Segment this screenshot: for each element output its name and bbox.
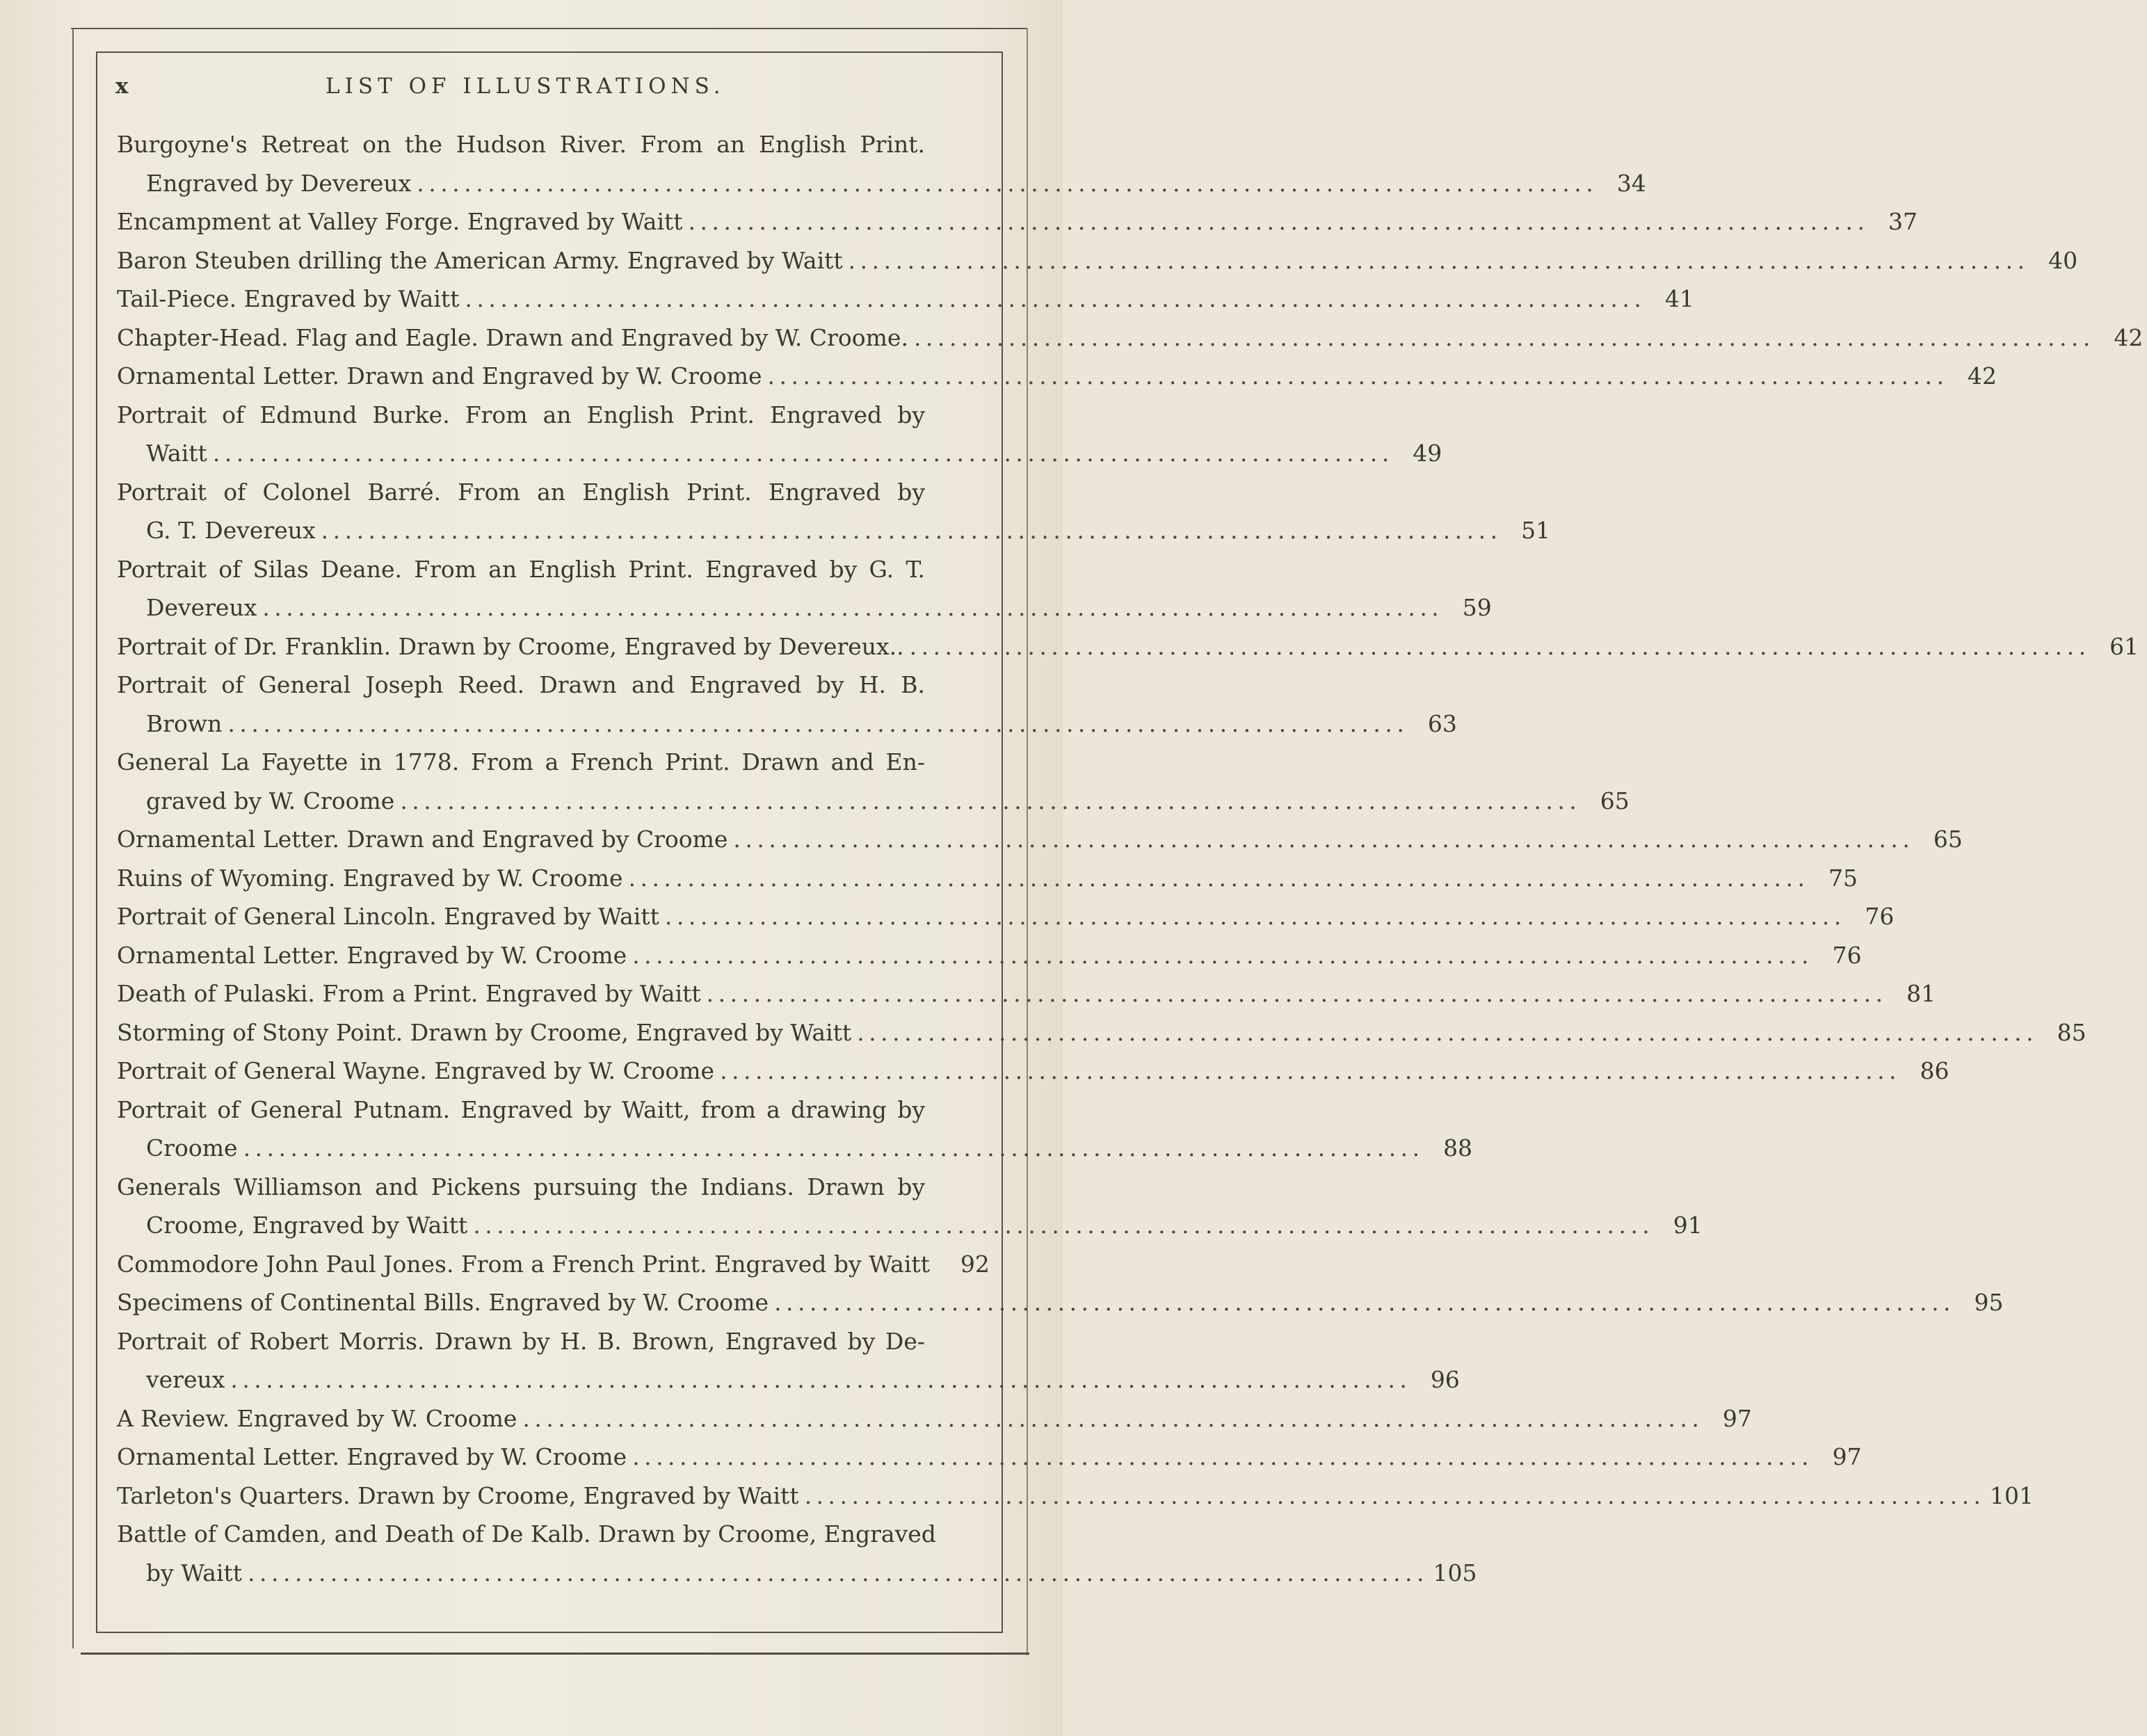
dot-leader bbox=[417, 164, 1591, 203]
entry-last-line bbox=[117, 202, 1918, 241]
illustrations-list bbox=[117, 125, 2144, 1592]
entry-title-text: Ornamental Letter. Drawn and Engraved by W. Croome bbox=[117, 362, 762, 389]
entry-title-text: G. T. Devereux bbox=[146, 517, 316, 544]
page-number: 49 bbox=[1413, 440, 1442, 467]
list-item bbox=[117, 1438, 1862, 1477]
page-number: 96 bbox=[1430, 1366, 1460, 1393]
list-item bbox=[117, 1052, 1949, 1091]
page-number: 88 bbox=[1443, 1134, 1473, 1162]
page-number: 61 bbox=[2109, 632, 2139, 660]
entry-title-line: Battle of Camden, and Death of De Kalb. Drawn by Croome, Engraved bbox=[117, 1520, 936, 1548]
dot-leader bbox=[665, 897, 1840, 936]
page-folio: x bbox=[115, 74, 129, 99]
entry-last-line bbox=[117, 1283, 2004, 1322]
entry-last-line bbox=[117, 1013, 2086, 1052]
dot-leader bbox=[707, 974, 1881, 1013]
page-number: 34 bbox=[1616, 169, 1646, 197]
page-number: 37 bbox=[1888, 208, 1918, 235]
entry-title-text: Tail-Piece. Engraved by Waitt bbox=[117, 285, 460, 312]
entry-title-text: Croome bbox=[146, 1134, 238, 1162]
entry-title-text: Chapter-Head. Flag and Eagle. Drawn and Engraved by W. Croome. bbox=[117, 323, 908, 351]
page-number: 76 bbox=[1832, 941, 1862, 969]
entry-last-line bbox=[117, 357, 1997, 396]
entry-title-line: Generals Williamson and Pickens pursuing the Indians. Drawn by bbox=[117, 1173, 925, 1200]
page-number: 86 bbox=[1920, 1057, 1949, 1084]
dot-leader bbox=[720, 1052, 1895, 1091]
entry-last-line bbox=[117, 434, 1442, 473]
list-item bbox=[117, 280, 1694, 319]
entry-title-text: Brown bbox=[146, 709, 223, 737]
entry-last-line bbox=[117, 820, 1963, 859]
dot-leader bbox=[230, 1360, 1405, 1399]
running-title: LIST OF ILLUSTRATIONS. bbox=[325, 74, 725, 99]
entry-title-text: Portrait of General Wayne. Engraved by W. Croome bbox=[117, 1057, 715, 1084]
list-item bbox=[117, 859, 1858, 898]
list-item bbox=[117, 1477, 2034, 1516]
page-header bbox=[96, 72, 1000, 107]
dot-leader bbox=[473, 1206, 1648, 1245]
list-item bbox=[117, 936, 1862, 975]
list-item bbox=[117, 1322, 1460, 1399]
entry-title-text: Tarleton's Quarters. Drawn by Croome, Engraved by Waitt bbox=[117, 1481, 799, 1509]
page-number: 97 bbox=[1722, 1404, 1752, 1432]
dot-leader bbox=[632, 936, 1807, 975]
dot-leader bbox=[227, 705, 1402, 744]
dot-leader bbox=[733, 820, 1908, 859]
entry-title-line: Portrait of General Putnam. Engraved by Waitt, from a drawing by bbox=[117, 1095, 925, 1123]
entry-last-line bbox=[117, 897, 1895, 936]
entry-title-text: Ornamental Letter. Drawn and Engraved by Croome bbox=[117, 826, 728, 853]
dot-leader bbox=[632, 1438, 1807, 1477]
entry-last-line bbox=[117, 241, 2078, 280]
page-number: 76 bbox=[1865, 903, 1895, 930]
dot-leader bbox=[857, 1013, 2032, 1052]
page-number: 40 bbox=[2048, 246, 2078, 274]
entry-title-text: Storming of Stony Point. Drawn by Croome, Engraved by Waitt bbox=[117, 1018, 852, 1046]
list-item bbox=[117, 241, 2078, 280]
entry-title-text: Commodore John Paul Jones. From a French Print. Engraved by Waitt bbox=[117, 1250, 930, 1278]
dot-leader bbox=[768, 357, 1943, 396]
entry-last-line bbox=[117, 1438, 1862, 1477]
page-number: 42 bbox=[1968, 362, 1997, 389]
entry-last-line bbox=[117, 1399, 1752, 1438]
entry-last-line bbox=[117, 782, 1630, 821]
dot-leader bbox=[400, 782, 1575, 821]
page-number: 101 bbox=[1990, 1481, 2034, 1509]
dot-leader bbox=[628, 859, 1803, 898]
dot-leader bbox=[213, 434, 1388, 473]
entry-last-line bbox=[117, 859, 1858, 898]
entry-title-text: Portrait of Dr. Franklin. Drawn by Croome, Engraved by Devereux.. bbox=[117, 632, 904, 660]
list-item bbox=[117, 1168, 1703, 1245]
outer-rule-bottom bbox=[81, 1653, 1029, 1655]
entry-title-line: Portrait of Colonel Barré. From an English Print. Engraved by bbox=[117, 478, 925, 506]
entry-last-line bbox=[117, 511, 1551, 550]
list-item bbox=[117, 357, 1997, 396]
entry-title-text: A Review. Engraved by W. Croome bbox=[117, 1404, 517, 1432]
page-number: 81 bbox=[1906, 980, 1936, 1007]
entry-last-line bbox=[117, 936, 1862, 975]
list-item bbox=[117, 125, 1646, 202]
entry-title-line: Portrait of Robert Morris. Drawn by H. B. Brown, Engraved by De- bbox=[117, 1327, 925, 1355]
list-item bbox=[117, 1091, 1473, 1168]
entry-last-line bbox=[117, 1129, 1473, 1168]
entry-last-line bbox=[117, 1360, 1460, 1399]
dot-leader bbox=[465, 280, 1639, 319]
entry-last-line bbox=[117, 974, 1936, 1013]
entry-title-text: Engraved by Devereux bbox=[146, 169, 412, 197]
entry-title-text: by Waitt bbox=[146, 1559, 243, 1586]
entry-last-line bbox=[117, 627, 2139, 666]
dot-leader bbox=[243, 1129, 1418, 1168]
entry-title-text: Baron Steuben drilling the American Army. Engraved by Waitt bbox=[117, 246, 843, 274]
list-item bbox=[117, 1515, 1477, 1592]
dot-leader bbox=[262, 588, 1437, 627]
dot-leader bbox=[248, 1554, 1422, 1593]
page-number: 91 bbox=[1673, 1212, 1703, 1239]
dot-leader bbox=[321, 511, 1496, 550]
list-item bbox=[117, 550, 1492, 627]
list-item bbox=[117, 202, 1918, 241]
dot-leader bbox=[689, 202, 1863, 241]
page-number: 85 bbox=[2057, 1018, 2086, 1046]
list-item bbox=[117, 743, 1630, 820]
dot-leader bbox=[522, 1399, 1697, 1438]
entry-last-line bbox=[117, 1206, 1703, 1245]
page-number: 92 bbox=[960, 1250, 990, 1278]
outer-rule-top bbox=[71, 28, 1028, 29]
entry-title-text: graved by W. Croome bbox=[146, 787, 395, 814]
page-number: 65 bbox=[1600, 787, 1630, 814]
list-item bbox=[117, 396, 1442, 473]
entry-title-line: General La Fayette in 1778. From a French Print. Drawn and En- bbox=[117, 748, 925, 775]
list-item bbox=[117, 1245, 990, 1284]
entry-title-text: Devereux bbox=[146, 594, 257, 621]
page-number: 97 bbox=[1832, 1443, 1862, 1470]
entry-title-text: Specimens of Continental Bills. Engraved by W. Croome bbox=[117, 1289, 769, 1316]
page-number: 41 bbox=[1664, 285, 1694, 312]
list-item bbox=[117, 627, 2139, 666]
entry-title-line: Portrait of Edmund Burke. From an English Print. Engraved by bbox=[117, 401, 925, 428]
page-number: 75 bbox=[1828, 864, 1858, 892]
list-item bbox=[117, 473, 1551, 550]
entry-last-line bbox=[117, 1554, 1477, 1593]
entry-last-line bbox=[117, 280, 1694, 319]
list-item bbox=[117, 319, 2144, 357]
list-item bbox=[117, 1399, 1752, 1438]
page-number: 51 bbox=[1521, 517, 1551, 544]
list-item bbox=[117, 1013, 2086, 1052]
list-item bbox=[117, 974, 1936, 1013]
list-item bbox=[117, 1283, 2004, 1322]
dot-leader bbox=[910, 627, 2084, 666]
entry-title-text: Ruins of Wyoming. Engraved by W. Croome bbox=[117, 864, 623, 892]
page-number: 65 bbox=[1933, 826, 1963, 853]
entry-last-line bbox=[117, 164, 1646, 203]
entry-title-text: Portrait of General Lincoln. Engraved by Waitt bbox=[117, 903, 659, 930]
entry-title-text: Ornamental Letter. Engraved by W. Croome bbox=[117, 941, 627, 969]
entry-last-line bbox=[117, 319, 2144, 357]
page-number: 63 bbox=[1427, 709, 1457, 737]
page-number: 59 bbox=[1462, 594, 1492, 621]
entry-title-text: Death of Pulaski. From a Print. Engraved by Waitt bbox=[117, 980, 701, 1007]
entry-title-text: Encampment at Valley Forge. Engraved by Waitt bbox=[117, 208, 683, 235]
entry-title-text: Waitt bbox=[146, 440, 207, 467]
dot-leader bbox=[805, 1477, 1979, 1516]
page-number: 42 bbox=[2114, 323, 2144, 351]
dot-leader bbox=[774, 1283, 1949, 1322]
outer-rule-left bbox=[72, 28, 74, 1648]
list-item bbox=[117, 666, 1457, 743]
entry-title-text: Croome, Engraved by Waitt bbox=[146, 1212, 468, 1239]
entry-title-line: Burgoyne's Retreat on the Hudson River. From an English Print. bbox=[117, 131, 925, 158]
list-item bbox=[117, 820, 1963, 859]
page-number: 105 bbox=[1433, 1559, 1477, 1586]
entry-last-line bbox=[117, 588, 1492, 627]
entry-title-line: Portrait of General Joseph Reed. Drawn and Engraved by H. B. bbox=[117, 671, 925, 698]
entry-title-line: Portrait of Silas Deane. From an English Print. Engraved by G. T. bbox=[117, 555, 925, 583]
page-number: 95 bbox=[1974, 1289, 2004, 1316]
entry-title-text: vereux bbox=[146, 1366, 225, 1393]
entry-last-line bbox=[117, 705, 1457, 744]
entry-last-line bbox=[117, 1245, 990, 1284]
list-item bbox=[117, 897, 1895, 936]
dot-leader bbox=[849, 241, 2023, 280]
entry-last-line bbox=[117, 1477, 2034, 1516]
entry-last-line bbox=[117, 1052, 1949, 1091]
dot-leader bbox=[914, 319, 2089, 357]
entry-title-text: Ornamental Letter. Engraved by W. Croome bbox=[117, 1443, 627, 1470]
